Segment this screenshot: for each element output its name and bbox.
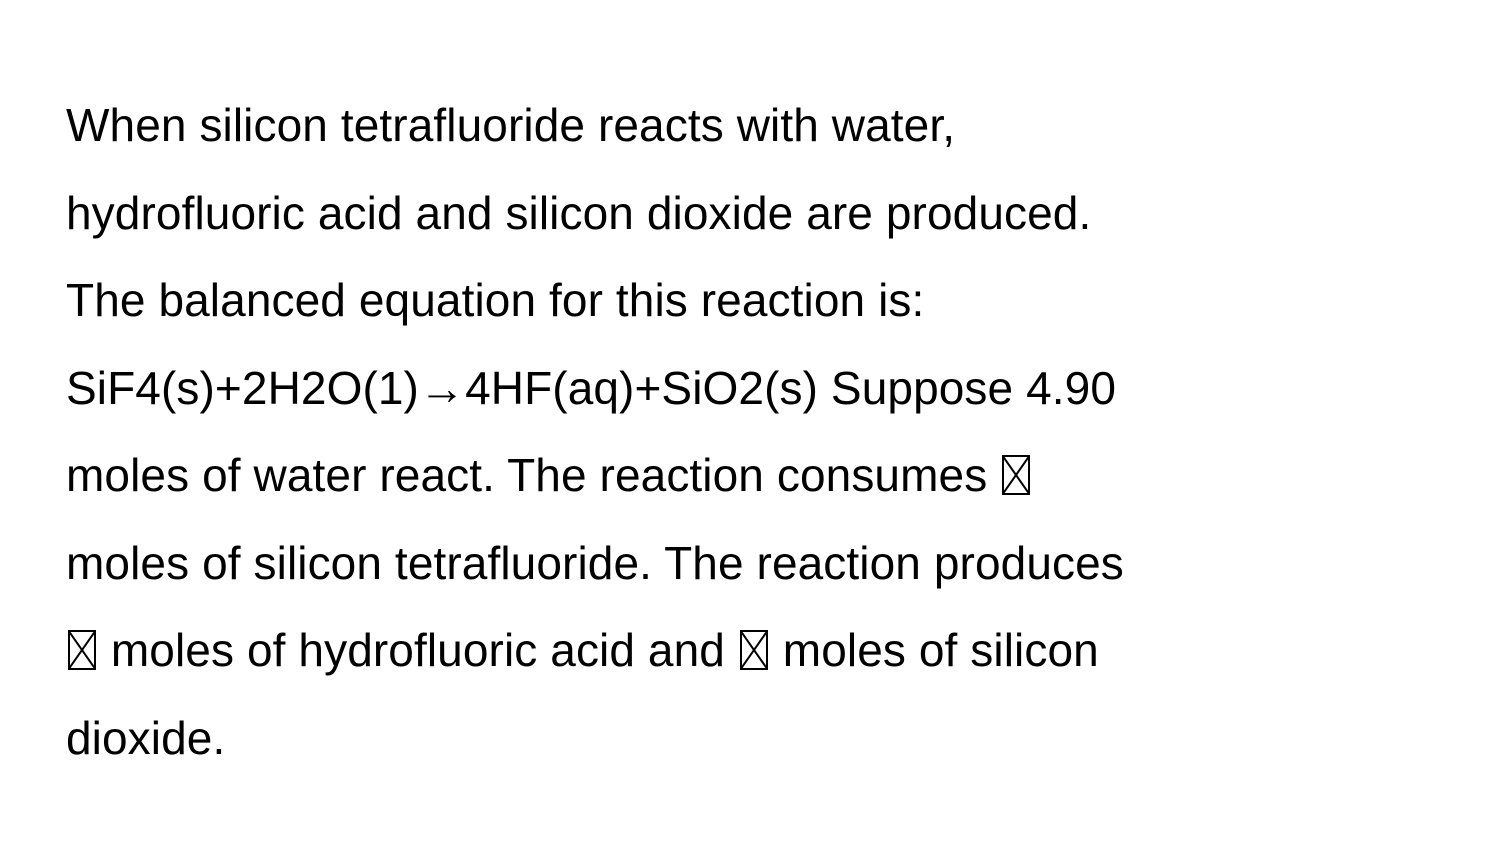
question-text — [66, 82, 1446, 782]
question-line-3: The balanced equation for this reaction is: — [66, 274, 925, 326]
question-line-7b-text: moles of silicon — [782, 624, 1099, 676]
question-line-7a-text: moles of hydrofluoric acid and — [110, 624, 725, 676]
answer-blank-sif4[interactable] — [1002, 455, 1030, 495]
question-line-5-text: moles of water react. The reaction consumes — [66, 449, 988, 501]
question-line-6: moles of silicon tetrafluoride. The reaction produces — [66, 536, 1124, 589]
question-line-8: dioxide. — [66, 711, 226, 764]
question-line-2: hydrofluoric acid and silicon dioxide are produced. — [66, 186, 1092, 239]
question-line-7 — [66, 607, 1446, 695]
question-line-1: When silicon tetrafluoride reacts with water, — [66, 99, 956, 151]
answer-blank-hf[interactable] — [68, 630, 96, 670]
answer-blank-sio2[interactable] — [740, 630, 768, 670]
chemical-equation-line: SiF4(s)+2H2O(1)→4HF(aq)+SiO2(s) Suppose 4.90 — [66, 361, 1117, 414]
question-line-5 — [66, 432, 1446, 520]
